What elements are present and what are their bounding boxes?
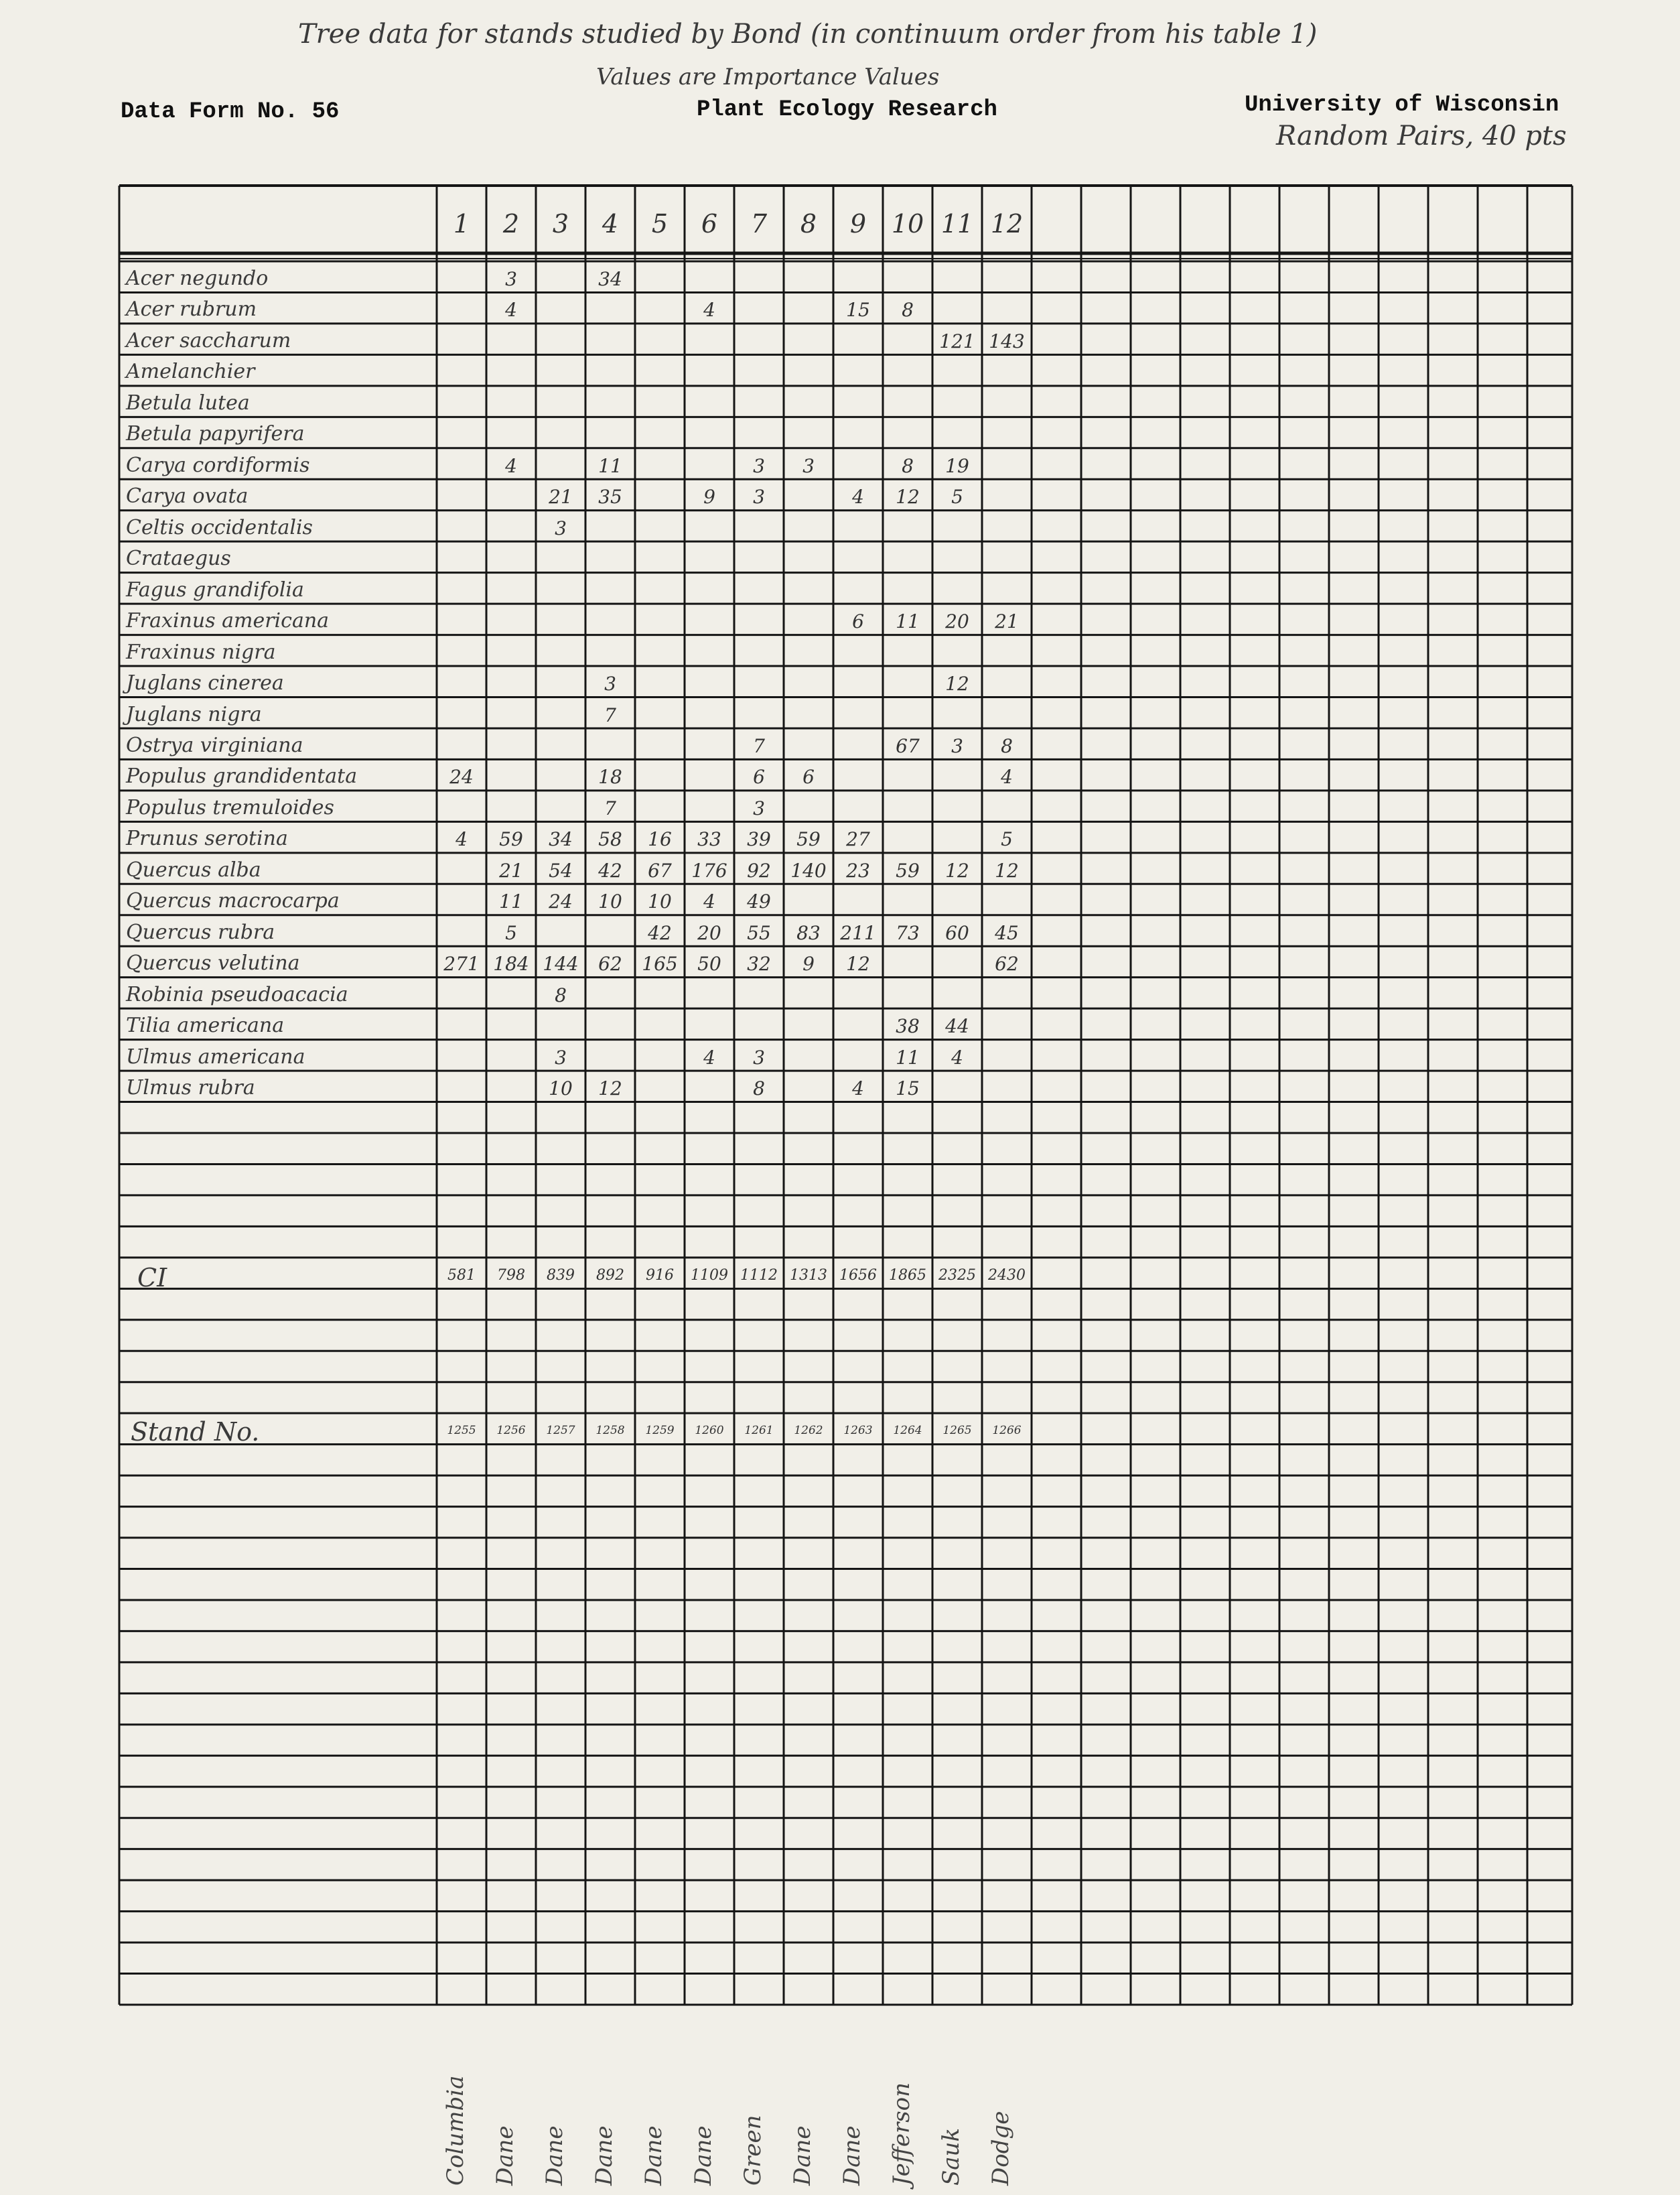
- importance-value: 19: [945, 454, 969, 477]
- importance-value: 8: [555, 984, 567, 1006]
- importance-value: 24: [549, 890, 573, 913]
- importance-value: 59: [896, 859, 920, 882]
- species-name: Juglans cinerea: [126, 671, 284, 695]
- importance-value: 6: [852, 610, 864, 633]
- species-name: Quercus rubra: [126, 920, 275, 944]
- importance-value: 4: [852, 486, 864, 509]
- importance-value: 5: [505, 921, 517, 944]
- column-header-number: 5: [651, 209, 669, 239]
- species-name: Robinia pseudoacacia: [126, 982, 348, 1006]
- importance-value: 62: [598, 953, 622, 976]
- importance-value: 10: [549, 1077, 573, 1100]
- importance-value: 3: [951, 734, 963, 757]
- species-name: Fraxinus nigra: [126, 640, 276, 664]
- importance-value: 35: [598, 486, 622, 509]
- importance-value: 33: [697, 828, 721, 851]
- importance-value: 18: [598, 766, 622, 789]
- importance-value: 3: [753, 1046, 765, 1069]
- importance-value: 4: [1001, 766, 1013, 789]
- stand-number: 1265: [942, 1424, 972, 1438]
- importance-value: 49: [747, 890, 771, 913]
- importance-value: 5: [1001, 828, 1013, 851]
- county-name: Columbia: [442, 2075, 469, 2186]
- importance-value: 16: [648, 828, 672, 851]
- species-name: Acer saccharum: [126, 328, 291, 352]
- species-name: Carya ovata: [126, 484, 249, 509]
- county-name: Green: [740, 2115, 766, 2186]
- importance-value: 12: [846, 953, 870, 976]
- importance-value: 24: [449, 766, 474, 789]
- importance-value: 9: [703, 486, 715, 509]
- importance-value: 9: [802, 953, 815, 976]
- importance-value: 11: [598, 454, 622, 477]
- county-name: Dane: [789, 2125, 816, 2186]
- column-header-number: 2: [502, 209, 520, 239]
- column-header-number: 9: [849, 209, 867, 239]
- importance-value: 3: [753, 486, 765, 509]
- importance-value: 67: [896, 734, 920, 757]
- county-name: Dane: [640, 2125, 667, 2186]
- column-header-number: 1: [453, 209, 470, 239]
- species-name: Betula papyrifera: [126, 422, 305, 446]
- species-name: Acer rubrum: [126, 297, 257, 322]
- stand-number: 1259: [645, 1424, 675, 1438]
- species-name: Betula lutea: [126, 391, 250, 415]
- species-name: Quercus velutina: [126, 951, 300, 976]
- importance-value: 4: [505, 454, 517, 477]
- importance-value: 4: [505, 299, 517, 322]
- ci-value: 2325: [938, 1266, 976, 1284]
- county-name: Dane: [690, 2125, 717, 2186]
- importance-value: 73: [896, 921, 920, 944]
- importance-value: 3: [555, 1046, 567, 1069]
- importance-value: 39: [747, 828, 771, 851]
- stand-number: 1255: [447, 1424, 476, 1438]
- importance-value: 92: [747, 859, 771, 882]
- species-name: Populus grandidentata: [126, 764, 358, 789]
- importance-value: 4: [852, 1077, 864, 1100]
- importance-value: 12: [945, 859, 969, 882]
- importance-value: 10: [598, 890, 622, 913]
- importance-value: 20: [945, 610, 969, 633]
- county-name: Dane: [541, 2125, 568, 2186]
- importance-value: 50: [697, 953, 721, 976]
- importance-value: 67: [648, 859, 672, 882]
- importance-value: 140: [790, 859, 827, 882]
- importance-value: 3: [802, 454, 815, 477]
- ci-value: 1112: [740, 1266, 778, 1284]
- importance-value: 58: [598, 828, 622, 851]
- importance-value: 12: [995, 859, 1019, 882]
- handwritten-title: Tree data for stands studied by Bond (in continuum order from his table 1): [298, 19, 1318, 50]
- ci-value: 916: [646, 1266, 674, 1284]
- importance-value: 4: [703, 299, 715, 322]
- importance-value: 176: [691, 859, 727, 882]
- stand-number-label: Stand No.: [131, 1417, 260, 1447]
- stand-number: 1262: [794, 1424, 823, 1438]
- importance-value: 34: [598, 268, 622, 290]
- handwritten-note: Random Pairs, 40 pts: [1276, 121, 1567, 151]
- ci-value: 798: [497, 1266, 525, 1284]
- importance-value: 11: [896, 610, 920, 633]
- importance-value: 38: [896, 1015, 920, 1038]
- importance-value: 6: [802, 766, 815, 789]
- institution: University of Wisconsin: [1245, 92, 1559, 118]
- importance-value: 42: [598, 859, 622, 882]
- importance-value: 211: [840, 921, 876, 944]
- form-title: Plant Ecology Research: [697, 97, 997, 123]
- ci-value: 2430: [988, 1266, 1026, 1284]
- species-name: Acer negundo: [126, 267, 269, 290]
- importance-value: 184: [493, 953, 529, 976]
- importance-value: 21: [499, 859, 523, 882]
- stand-number: 1256: [496, 1424, 526, 1438]
- importance-value: 7: [604, 797, 616, 819]
- importance-value: 21: [549, 486, 573, 509]
- importance-value: 4: [951, 1046, 963, 1069]
- importance-value: 15: [846, 299, 870, 322]
- importance-value: 8: [902, 454, 914, 477]
- species-name: Fagus grandifolia: [126, 578, 304, 602]
- column-header-number: 7: [750, 209, 768, 239]
- column-header-number: 4: [602, 209, 619, 239]
- species-name: Quercus macrocarpa: [126, 889, 340, 913]
- ci-value: 581: [447, 1266, 476, 1284]
- ci-value: 839: [547, 1266, 575, 1284]
- stand-number: 1258: [596, 1424, 625, 1438]
- handwritten-subtitle: Values are Importance Values: [596, 64, 940, 90]
- importance-value: 3: [505, 268, 517, 290]
- county-name: Dodge: [987, 2111, 1014, 2186]
- importance-value: 121: [939, 330, 975, 352]
- species-name: Prunus serotina: [126, 827, 288, 851]
- county-name: Dane: [492, 2125, 518, 2186]
- importance-value: 32: [747, 953, 771, 976]
- species-name: Amelanchier: [126, 360, 255, 384]
- county-name: Sauk: [938, 2127, 965, 2186]
- importance-value: 59: [499, 828, 523, 851]
- species-name: Quercus alba: [126, 858, 261, 882]
- species-name: Populus tremuloides: [126, 795, 334, 819]
- importance-value: 12: [598, 1077, 622, 1100]
- importance-value: 4: [456, 828, 468, 851]
- importance-value: 144: [543, 953, 579, 976]
- importance-value: 54: [549, 859, 573, 882]
- ci-value: 1109: [691, 1266, 728, 1284]
- importance-value: 83: [796, 921, 821, 944]
- species-name: Tilia americana: [126, 1014, 285, 1038]
- county-name: Jefferson: [888, 2082, 915, 2186]
- importance-value: 23: [846, 859, 870, 882]
- importance-value: 45: [995, 921, 1019, 944]
- importance-value: 8: [902, 299, 914, 322]
- importance-value: 7: [753, 734, 765, 757]
- form-number: Data Form No. 56: [121, 99, 340, 125]
- ci-value: 892: [596, 1266, 624, 1284]
- stand-number: 1263: [843, 1424, 873, 1438]
- importance-value: 7: [604, 704, 616, 726]
- ci-value: 1313: [790, 1266, 827, 1284]
- ci-label: CI: [137, 1262, 167, 1292]
- species-name: Fraxinus americana: [126, 609, 330, 633]
- importance-value: 27: [846, 828, 870, 851]
- species-name: Celtis occidentalis: [126, 515, 313, 539]
- importance-value: 3: [753, 797, 765, 819]
- stand-number: 1260: [695, 1424, 724, 1438]
- species-name: Crataegus: [126, 547, 231, 571]
- importance-value: 55: [747, 921, 771, 944]
- importance-value: 4: [703, 1046, 715, 1069]
- importance-value: 165: [642, 953, 678, 976]
- stand-number: 1257: [546, 1424, 575, 1438]
- column-header-number: 10: [891, 209, 924, 239]
- importance-value: 15: [896, 1077, 920, 1100]
- importance-value: 62: [995, 953, 1019, 976]
- ci-value: 1656: [839, 1266, 877, 1284]
- importance-value: 143: [989, 330, 1025, 352]
- importance-value: 3: [555, 517, 567, 539]
- importance-value: 8: [753, 1077, 765, 1100]
- importance-value: 271: [443, 953, 480, 976]
- column-header-number: 3: [552, 209, 569, 239]
- species-name: Ulmus rubra: [126, 1076, 255, 1100]
- column-header-number: 12: [990, 209, 1024, 239]
- importance-value: 3: [753, 454, 765, 477]
- column-header-number: 8: [800, 209, 817, 239]
- species-name: Ostrya virginiana: [126, 733, 303, 757]
- importance-value: 11: [499, 890, 523, 913]
- importance-value: 42: [648, 921, 672, 944]
- county-name: Dane: [839, 2125, 865, 2186]
- column-header-number: 6: [701, 209, 718, 239]
- importance-value: 8: [1001, 734, 1013, 757]
- importance-value: 4: [703, 890, 715, 913]
- importance-value: 10: [648, 890, 672, 913]
- importance-value: 44: [945, 1015, 969, 1038]
- importance-value: 11: [896, 1046, 920, 1069]
- importance-value: 20: [697, 921, 721, 944]
- importance-value: 12: [945, 673, 969, 695]
- species-name: Ulmus americana: [126, 1045, 305, 1069]
- column-header-number: 11: [940, 209, 974, 239]
- ci-value: 1865: [889, 1266, 926, 1284]
- importance-value: 34: [549, 828, 573, 851]
- importance-value: 6: [753, 766, 765, 789]
- stand-number: 1261: [744, 1424, 774, 1438]
- county-name: Dane: [591, 2125, 618, 2186]
- stand-number: 1264: [893, 1424, 922, 1438]
- importance-value: 60: [945, 921, 969, 944]
- species-name: Carya cordiformis: [126, 453, 310, 477]
- importance-value: 21: [995, 610, 1019, 633]
- stand-number: 1266: [992, 1424, 1022, 1438]
- importance-value: 3: [604, 673, 616, 695]
- species-name: Juglans nigra: [126, 702, 262, 726]
- importance-value: 5: [951, 486, 963, 509]
- importance-value: 12: [896, 486, 920, 509]
- importance-value: 59: [796, 828, 821, 851]
